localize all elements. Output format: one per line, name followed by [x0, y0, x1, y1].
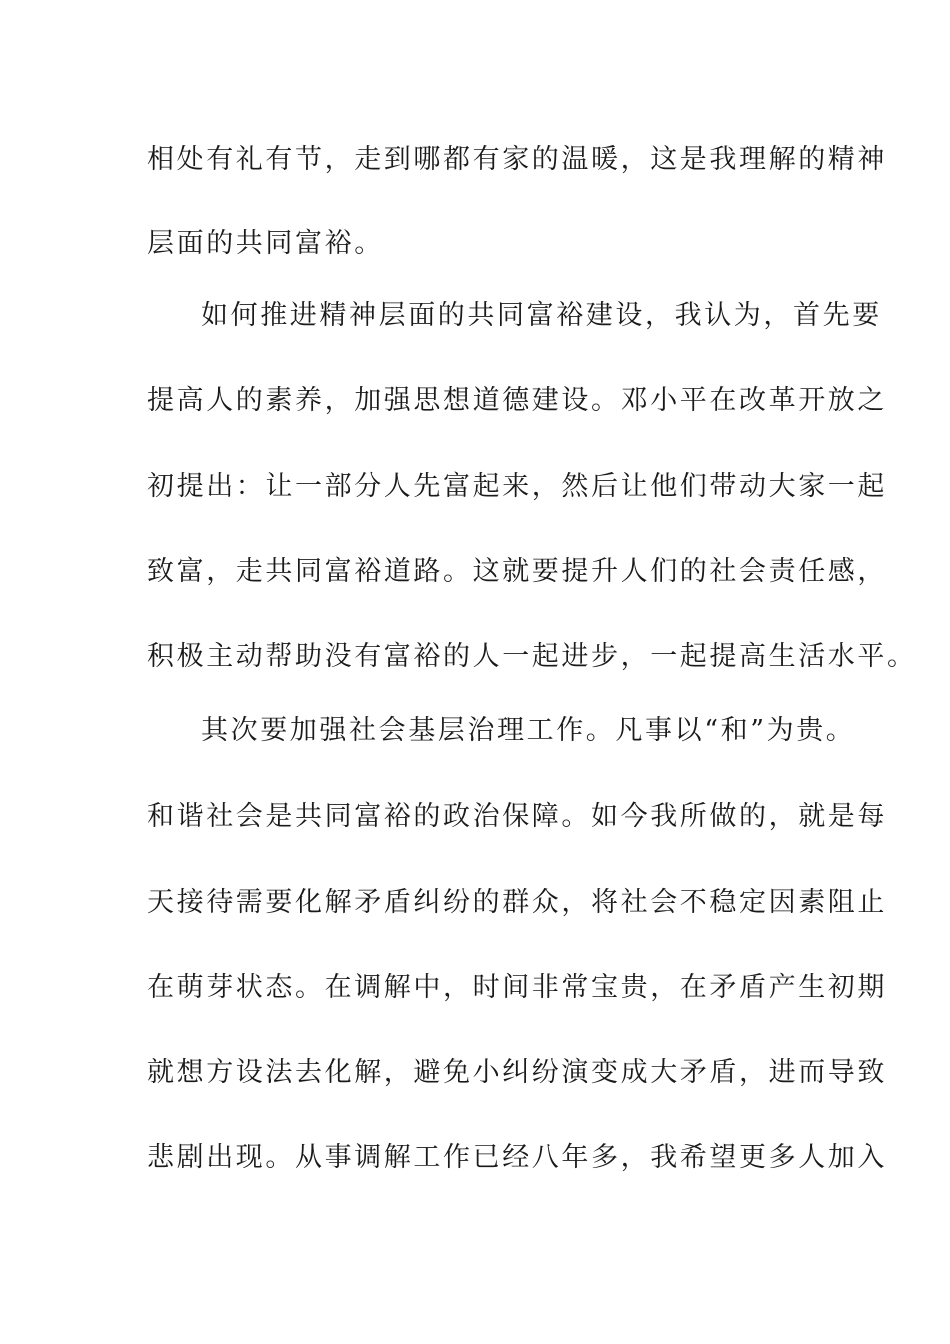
text-line: 相处有礼有节，走到哪都有家的温暖，这是我理解的精神 — [147, 144, 887, 175]
text-line: 天接待需要化解矛盾纠纷的群众，将社会不稳定因素阻止 — [147, 887, 887, 918]
text-line: 和谐社会是共同富裕的政治保障。如今我所做的，就是每 — [147, 801, 887, 832]
text-line: 致富，走共同富裕道路。这就要提升人们的社会责任感， — [147, 556, 887, 587]
text-line: 层面的共同富裕。 — [147, 228, 384, 259]
text-line: 初提出：让一部分人先富起来，然后让他们带动大家一起 — [147, 471, 887, 502]
text-line: 提高人的素养，加强思想道德建设。邓小平在改革开放之 — [147, 385, 887, 416]
text-line: 悲剧出现。从事调解工作已经八年多，我希望更多人加入 — [147, 1142, 887, 1173]
paragraph-first-line: 如何推进精神层面的共同富裕建设，我认为，首先要 — [201, 300, 882, 331]
text-line: 积极主动帮助没有富裕的人一起进步，一起提高生活水平。 — [147, 641, 917, 672]
paragraph-first-line: 其次要加强社会基层治理工作。凡事以“和”为贵。 — [201, 715, 856, 746]
text-line: 在萌芽状态。在调解中，时间非常宝贵，在矛盾产生初期 — [147, 972, 887, 1003]
text-line: 就想方设法去化解，避免小纠纷演变成大矛盾，进而导致 — [147, 1057, 887, 1088]
